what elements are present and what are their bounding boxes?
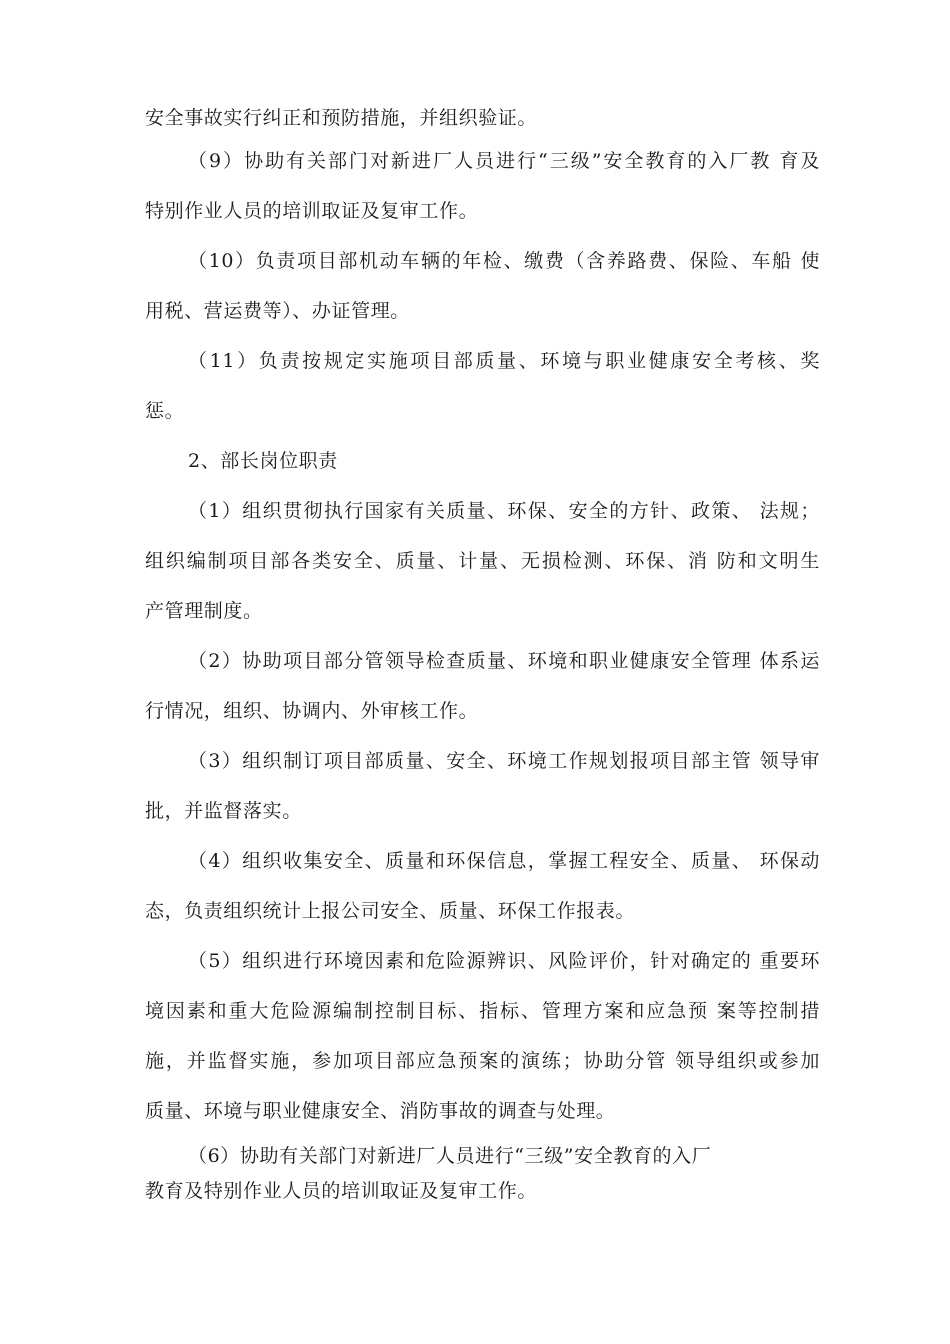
paragraph-11-line-1: （11）负责按规定实施项目部质量、环境与职业健康安全考核、奖 xyxy=(188,350,820,372)
duty-5-line-1: （5）组织进行环境因素和危险源辨识、风险评价，针对确定的 重要环 xyxy=(188,950,820,972)
duty-6-line-1: （6）协助有关部门对新进厂人员进行“三级”安全教育的入厂 xyxy=(188,1145,712,1167)
duty-2-line-1: （2）协助项目部分管领导检查质量、环境和职业健康安全管理 体系运 xyxy=(188,650,820,672)
paragraph-9-line-1: （9）协助有关部门对新进厂人员进行“三级”安全教育的入厂教 育及 xyxy=(188,150,820,172)
duty-6-line-2: 教育及特别作业人员的培训取证及复审工作。 xyxy=(145,1180,538,1202)
duty-5-line-4: 质量、环境与职业健康安全、消防事故的调查与处理。 xyxy=(145,1100,616,1122)
duty-1-line-1: （1）组织贯彻执行国家有关质量、环保、安全的方针、政策、 法规； xyxy=(188,500,820,522)
paragraph-11-line-2: 惩。 xyxy=(145,400,185,422)
paragraph-10-line-1: （10）负责项目部机动车辆的年检、缴费（含养路费、保险、车船 使 xyxy=(188,250,820,272)
section-heading: 2、部长岗位职责 xyxy=(188,450,338,472)
duty-1-line-3: 产管理制度。 xyxy=(145,600,263,622)
paragraph-9-line-2: 特别作业人员的培训取证及复审工作。 xyxy=(145,200,479,222)
text-line: 安全事故实行纠正和预防措施，并组织验证。 xyxy=(145,107,538,129)
duty-4-line-2: 态，负责组织统计上报公司安全、质量、环保工作报表。 xyxy=(145,900,636,922)
duty-5-line-2: 境因素和重大危险源编制控制目标、指标、管理方案和应急预 案等控制措 xyxy=(145,1000,820,1022)
duty-5-line-3: 施，并监督实施，参加项目部应急预案的演练；协助分管 领导组织或参加 xyxy=(145,1050,820,1072)
duty-1-line-2: 组织编制项目部各类安全、质量、计量、无损检测、环保、消 防和文明生 xyxy=(145,550,820,572)
duty-4-line-1: （4）组织收集安全、质量和环保信息，掌握工程安全、质量、 环保动 xyxy=(188,850,820,872)
paragraph-10-line-2: 用税、营运费等）、办证管理。 xyxy=(145,300,410,322)
duty-2-line-2: 行情况，组织、协调内、外审核工作。 xyxy=(145,700,479,722)
duty-3-line-1: （3）组织制订项目部质量、安全、环境工作规划报项目部主管 领导审 xyxy=(188,750,820,772)
duty-3-line-2: 批，并监督落实。 xyxy=(145,800,302,822)
